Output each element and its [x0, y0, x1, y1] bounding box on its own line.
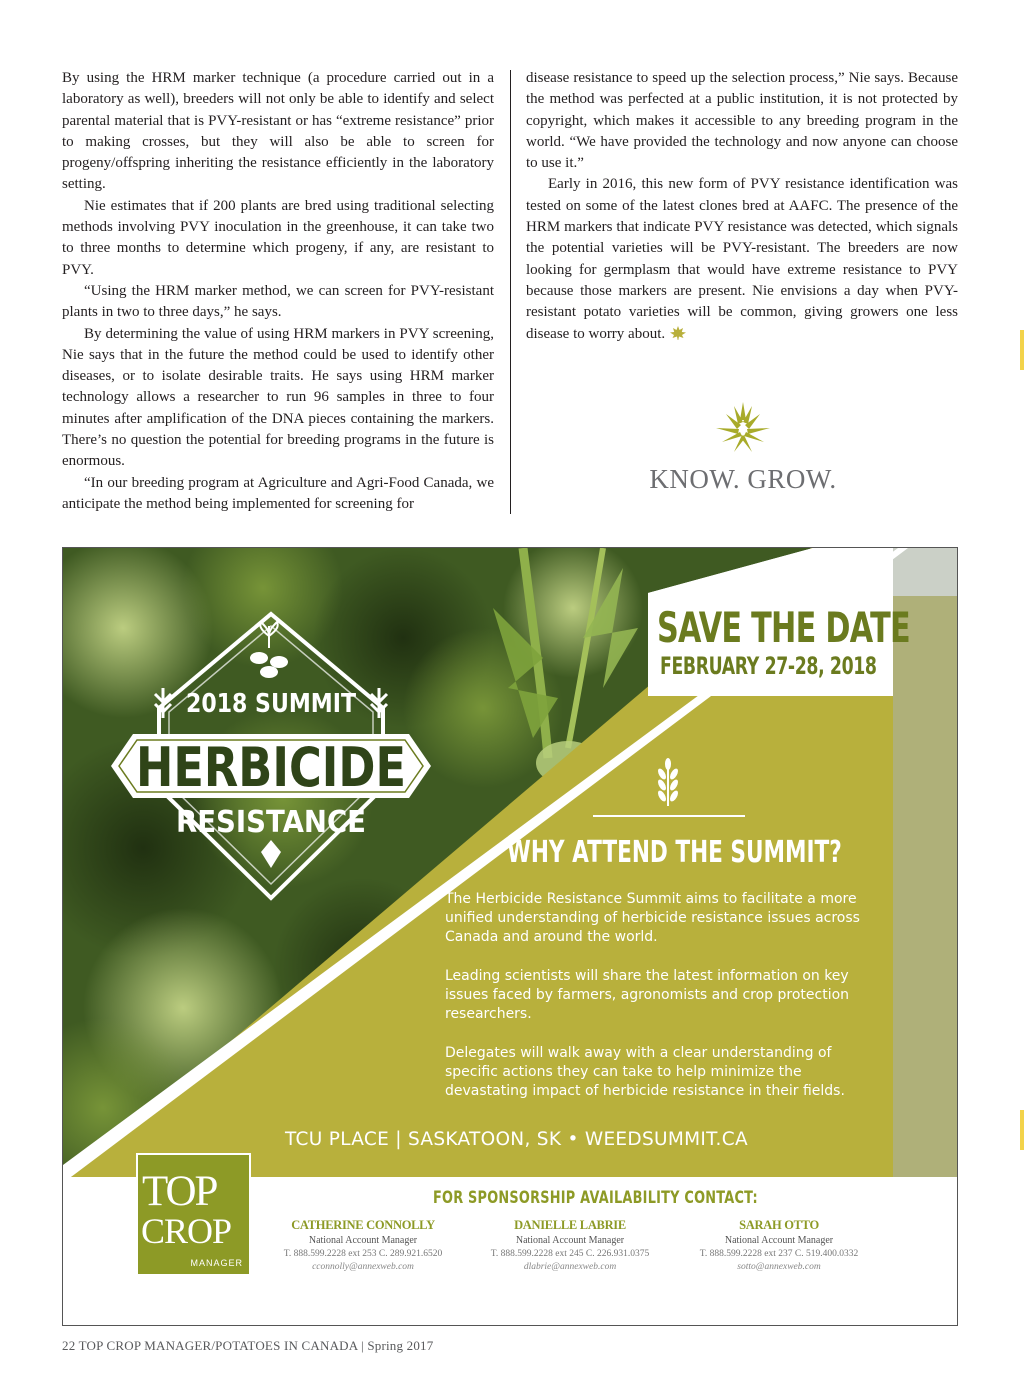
page-footer: 22 TOP CROP MANAGER/POTATOES IN CANADA | Spring 2017	[62, 1338, 434, 1353]
contact-card	[465, 1218, 675, 1274]
contact-name: CATHERINE CONNOLLY	[291, 1218, 435, 1232]
contact-phone: T. 888.599.2228 ext 237 C. 519.400.0332	[699, 1249, 859, 1259]
page-edge-mark	[1020, 1110, 1024, 1150]
ad-paragraph: Delegates will walk away with a clear understanding of specific actions they can take to help minimize the devastating impact of herbicide resistance in their fields.	[445, 1045, 845, 1100]
contact-email[interactable]: dlabrie@annexweb.com	[523, 1262, 617, 1272]
article-paragraph: By using the HRM marker technique (a procedure carried out in a laboratory as well), breeders will not only be able to identify and select parental material that is PVY-resistant or has “extreme resistance” prior to making crosses, but they will also be able to screen for progeny/offspring inheriting the resistance efficiently in the laboratory setting.	[62, 70, 494, 193]
venue-line: TCU PLACE | SASKATOON, SK • WEEDSUMMIT.CA	[285, 1129, 748, 1150]
article-paragraph: Nie estimates that if 200 plants are bred using traditional selecting methods involving PVY inoculation in the greenhouse, it can take two to three months to determine which progeny, if any, are resistant to PVY.	[62, 197, 494, 278]
save-the-date-heading: SAVE THE DATE	[657, 603, 910, 652]
wheat-star-logo-icon	[712, 398, 774, 456]
summit-advertisement	[62, 547, 958, 1326]
contact-name: DANIELLE LABRIE	[514, 1218, 626, 1232]
article-paragraph: disease resistance to speed up the selection process,” Nie says. Because the method was perfected at a public institution, it is not protected by copyright, which makes it accessible to any breeding program in the world. “We have provided the technology and now anyone can choose to use it.”	[526, 70, 958, 172]
article-paragraph: “In our breeding program at Agriculture and Agri-Food Canada, we anticipate the method being implemented for screening for	[62, 474, 494, 512]
ad-paragraph: The Herbicide Resistance Summit aims to facilitate a more unified understanding of herbicide resistance issues across Canada and around the world.	[445, 891, 860, 946]
know-grow-logo	[648, 398, 838, 498]
badge-subtitle: RESISTANCE	[176, 805, 366, 840]
page-edge-mark	[1020, 330, 1024, 370]
leaf-end-mark-icon	[669, 325, 687, 341]
contact-title: National Account Manager	[515, 1235, 625, 1246]
top-crop-manager-logo	[136, 1153, 251, 1276]
contact-phone: T. 888.599.2228 ext 253 C. 289.921.6520	[283, 1249, 443, 1259]
column-divider	[510, 70, 511, 514]
logo-crop-text: CROP	[141, 1211, 232, 1251]
sponsorship-contact-heading: FOR SPONSORSHIP AVAILABILITY CONTACT:	[433, 1188, 758, 1207]
contact-card	[258, 1218, 468, 1274]
contact-title: National Account Manager	[308, 1235, 418, 1246]
brand-tagline: KNOW. GROW.	[649, 464, 837, 494]
contact-card	[674, 1218, 884, 1274]
contact-phone: T. 888.599.2228 ext 245 C. 226.931.0375	[490, 1249, 650, 1259]
contact-name: SARAH OTTO	[739, 1218, 819, 1232]
herbicide-summit-badge	[111, 608, 431, 908]
article-column-right	[526, 68, 958, 345]
article-column-left	[62, 68, 494, 515]
contact-email[interactable]: cconnolly@annexweb.com	[312, 1262, 414, 1272]
badge-year-line: 2018 SUMMIT	[186, 689, 357, 719]
wheat-icon	[655, 758, 681, 806]
heading-rule	[593, 815, 745, 817]
logo-top-text: TOP	[142, 1168, 217, 1215]
ad-paragraph: Leading scientists will share the latest information on key issues faced by farmers, agronomists and crop protection researchers.	[445, 968, 850, 1023]
event-dates: FEBRUARY 27-28, 2018	[660, 652, 877, 680]
why-attend-heading: WHY ATTEND THE SUMMIT?	[507, 835, 842, 870]
badge-title: HERBICIDE	[136, 736, 406, 799]
logo-manager-text: MANAGER	[190, 1258, 243, 1268]
article-paragraph: “Using the HRM marker method, we can screen for PVY-resistant plants in two to three days,” he says.	[62, 282, 494, 321]
article-paragraph	[526, 174, 958, 344]
contact-title: National Account Manager	[724, 1235, 834, 1246]
contact-email[interactable]: sotto@annexweb.com	[737, 1262, 821, 1272]
article-paragraph: By determining the value of using HRM markers in PVY screening, Nie says that in the future the method could be used to identify other diseases, or to isolate desirable traits. He says using HRM marker technology allows a researcher to run 96 samples in three to four minutes after amplification of the DNA pieces containing the markers. There’s no question the potential for breeding programs in the future is enormous.	[62, 325, 494, 470]
article-paragraph-text: Early in 2016, this new form of PVY resistance identification was tested on some of the latest clones bred at AAFC. The presence of the HRM markers that indicate PVY resistance was detected, which signals the potential varieties will be PVY-resistant. The breeders are now looking for germplasm that would have extreme resistance to PVY because those markers are present. Nie envisions a day when PVY-resistant potato varieties will be common, giving growers one less disease to worry about.	[526, 176, 958, 342]
